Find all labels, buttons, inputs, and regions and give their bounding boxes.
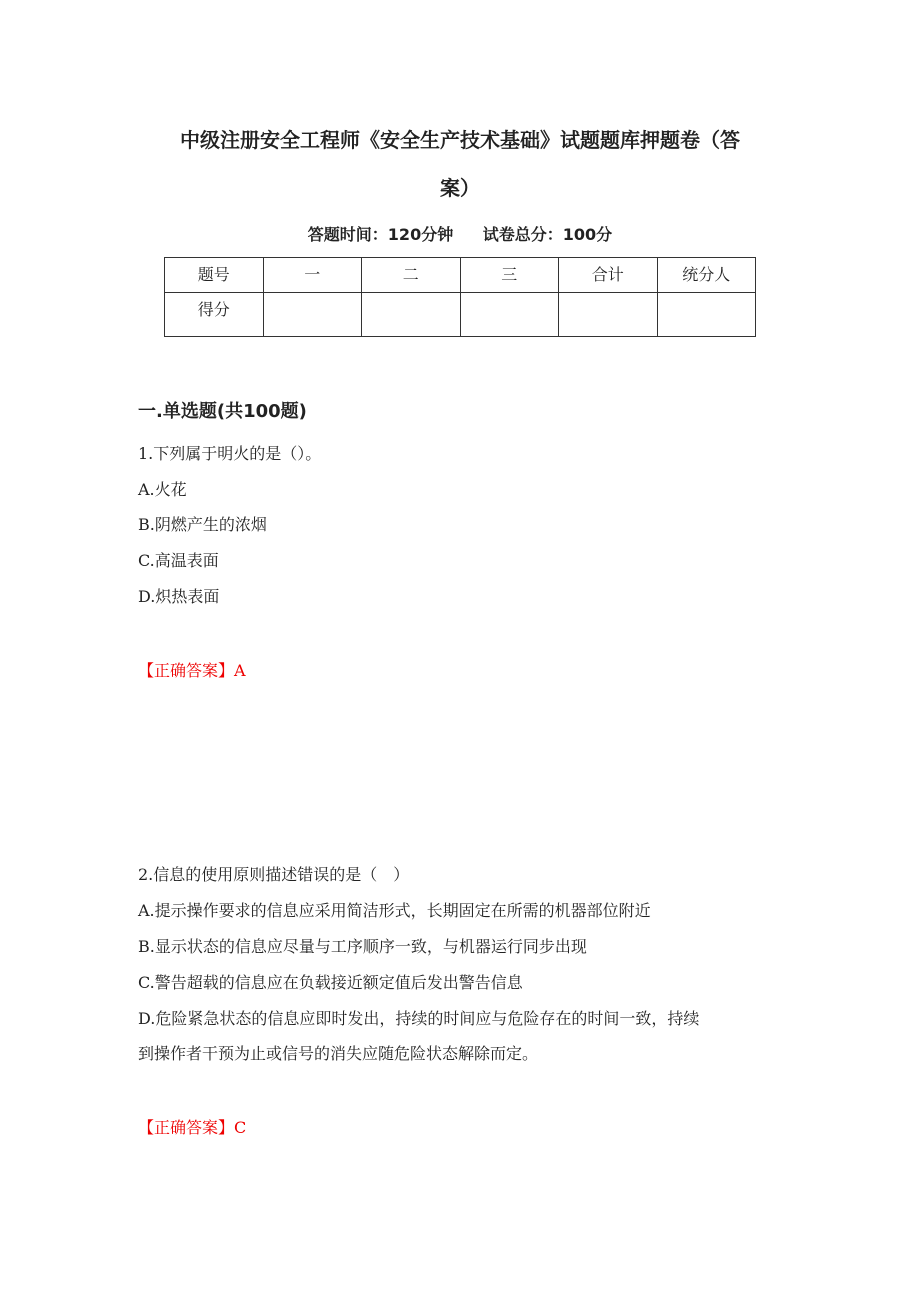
option-b: B.阴燃产生的浓烟	[138, 515, 267, 534]
score-cell	[460, 293, 559, 337]
option-c: C.警告超载的信息应在负载接近额定值后发出警告信息	[138, 973, 523, 992]
header-cell: 一	[263, 258, 362, 293]
score-cell	[657, 293, 756, 337]
option-d-continued: 到操作者干预为止或信号的消失应随危险状态解除而定。	[138, 1044, 539, 1063]
row-label-cell: 得分	[165, 293, 264, 337]
document-title-line1: 中级注册安全工程师《安全生产技术基础》试题题库押题卷（答	[180, 128, 740, 152]
option-d: D.危险紧急状态的信息应即时发出，持续的时间应与危险存在的时间一致，持续	[138, 1009, 700, 1028]
question-stem: 1.下列属于明火的是（）。	[138, 444, 322, 463]
header-cell: 三	[460, 258, 559, 293]
option-a: A.火花	[138, 480, 187, 499]
score-table-score-row	[165, 293, 756, 337]
correct-answer: 【正确答案】C	[138, 1118, 247, 1137]
score-table-header-row	[165, 258, 756, 293]
header-cell: 题号	[165, 258, 264, 293]
score-table	[164, 257, 756, 337]
section-title: 一.单选题(共100题)	[138, 401, 307, 422]
score-cell	[362, 293, 461, 337]
correct-answer: 【正确答案】A	[138, 661, 246, 680]
option-b: B.显示状态的信息应尽量与工序顺序一致，与机器运行同步出现	[138, 937, 587, 956]
header-cell: 合计	[559, 258, 658, 293]
option-d: D.炽热表面	[138, 587, 220, 606]
exam-time: 答题时间：120分钟	[307, 225, 454, 244]
option-a: A.提示操作要求的信息应采用简洁形式，长期固定在所需的机器部位附近	[138, 901, 651, 920]
total-score: 试卷总分：100分	[482, 225, 613, 244]
score-cell	[263, 293, 362, 337]
header-cell: 二	[362, 258, 461, 293]
question-stem: 2.信息的使用原则描述错误的是（ ）	[138, 865, 410, 884]
exam-meta	[0, 222, 920, 245]
document-title-line2: 案）	[440, 176, 480, 200]
option-c: C.高温表面	[138, 551, 219, 570]
score-cell	[559, 293, 658, 337]
header-cell: 统分人	[657, 258, 756, 293]
